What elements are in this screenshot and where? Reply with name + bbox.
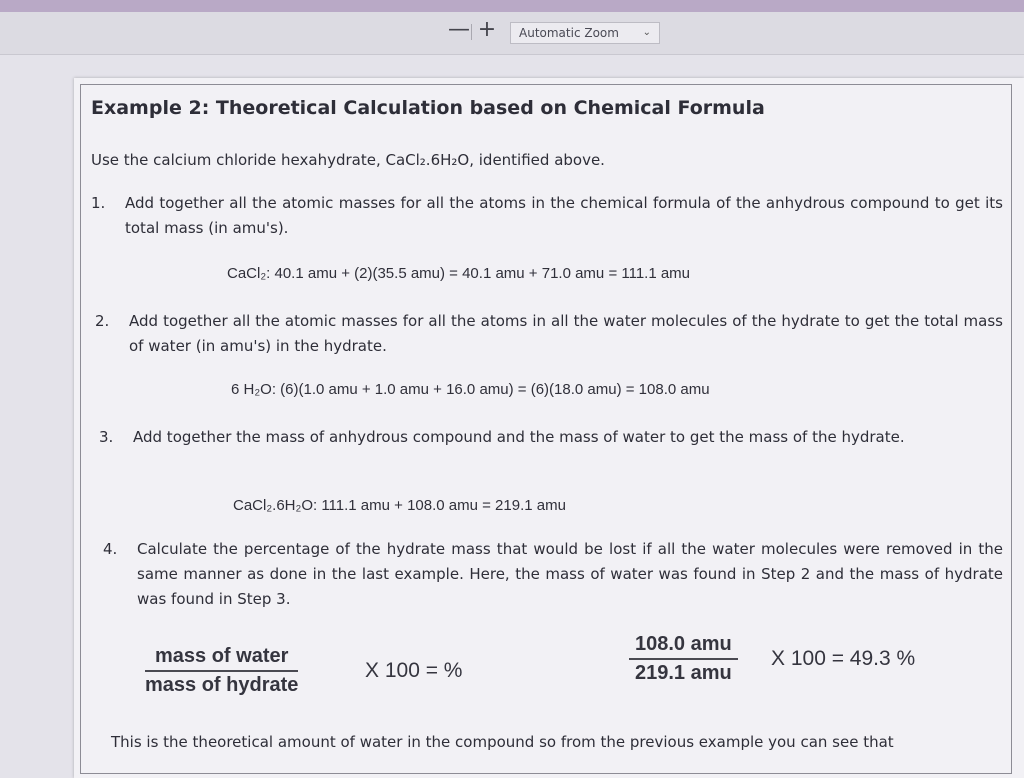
zoom-value: Automatic Zoom [519,26,619,40]
zoom-out-button[interactable]: — [448,17,470,42]
multiplier-percent: X 100 = % [365,659,463,682]
step-number: 4. [103,540,118,558]
step-number: 3. [99,428,114,446]
fraction-numerator: 108.0 amu [629,633,738,660]
step-text: Add together all the atomic masses for all the atoms in the chemical formula of the anhydrous compound to get its total mass (in amu's). [125,194,1003,237]
step-text: Calculate the percentage of the hydrate mass that would be lost if all the water molecules were removed in the same manner as done in the last example. Here, the mass of water was found in Step 2 and the mass of hydrate was found in Step 3. [137,540,1003,608]
step-4 [103,537,1003,612]
step-2 [95,309,1003,359]
fraction-values [629,633,738,685]
chevron-down-icon: ⌄ [642,27,651,38]
equation-anhydrous: CaCl₂: 40.1 amu + (2)(35.5 amu) = 40.1 amu + 71.0 amu = 111.1 amu [227,265,691,282]
closing-text: This is the theoretical amount of water in the compound so from the previous example you can see that [111,733,894,751]
fraction-denominator: mass of hydrate [145,674,299,696]
window-top-strip [0,0,1024,12]
multiplier-result: X 100 = 49.3 % [771,647,916,670]
step-text: Add together all the atomic masses for all the atoms in all the water molecules of the hydrate to get the total mass of water (in amu's) in the hydrate. [129,312,1003,355]
fraction-numerator: mass of water [145,645,298,672]
step-1 [91,191,1003,241]
document-page [74,78,1024,778]
step-3 [99,425,1003,450]
example-box [80,84,1012,774]
pdf-toolbar [0,12,1024,55]
step-number: 1. [91,194,106,212]
fraction-formula [145,645,298,697]
zoom-select[interactable] [510,22,660,44]
equation-water: 6 H₂O: (6)(1.0 amu + 1.0 amu + 16.0 amu) = (6)(18.0 amu) = 108.0 amu [231,381,710,398]
example-title: Example 2: Theoretical Calculation based on Chemical Formula [91,97,765,119]
step-number: 2. [95,312,110,330]
equation-hydrate: CaCl₂.6H₂O: 111.1 amu + 108.0 amu = 219.1 amu [233,497,566,514]
intro-text: Use the calcium chloride hexahydrate, CaCl₂.6H₂O, identified above. [91,151,605,169]
toolbar-separator [471,24,472,40]
zoom-in-button[interactable]: + [477,17,497,42]
fraction-denominator: 219.1 amu [635,662,732,684]
step-text: Add together the mass of anhydrous compound and the mass of water to get the mass of the hydrate. [133,428,905,446]
